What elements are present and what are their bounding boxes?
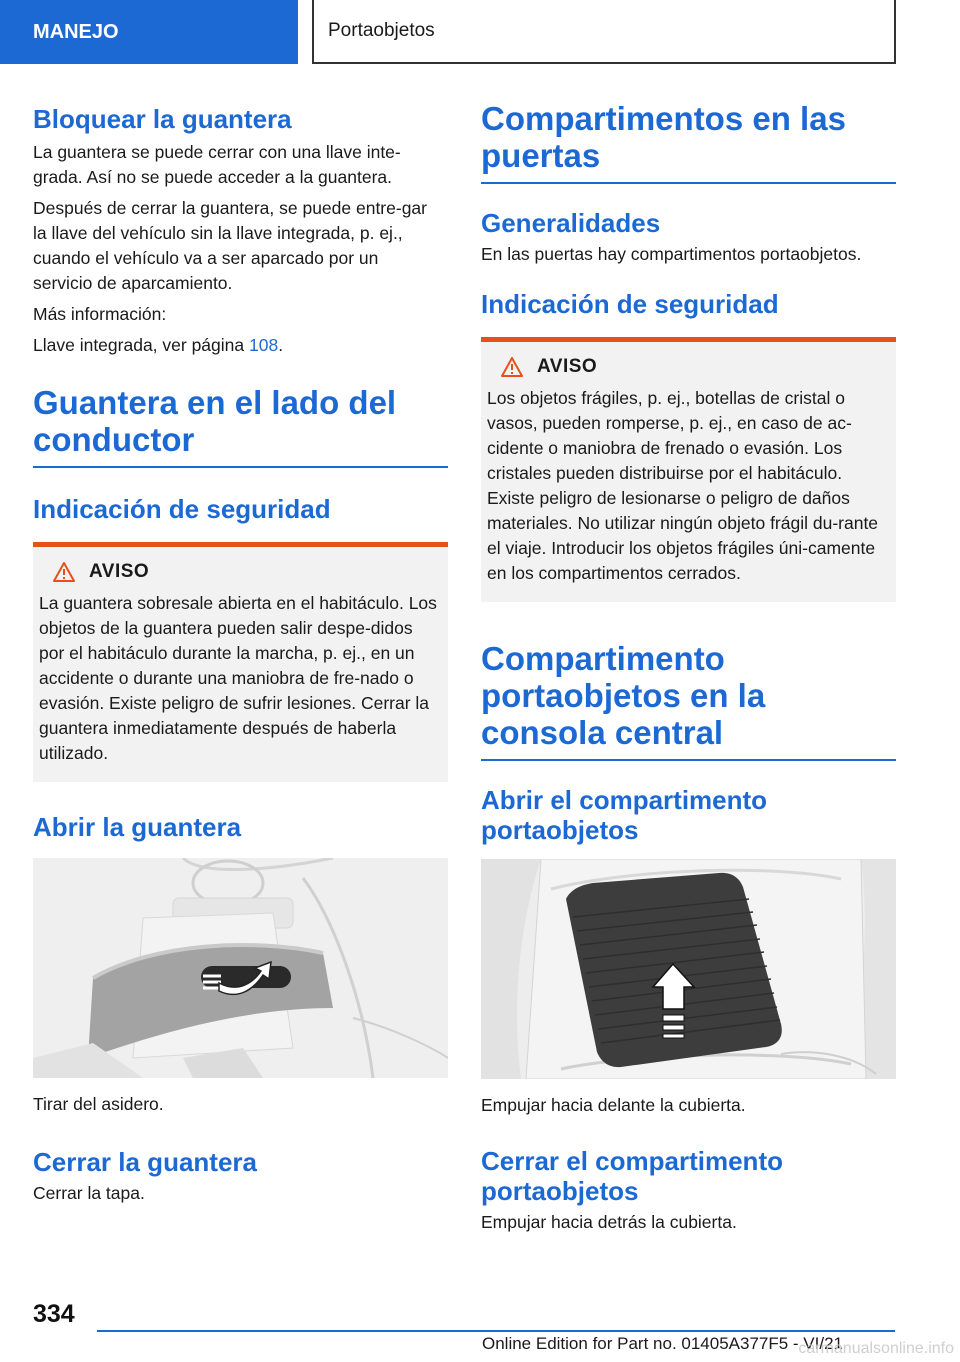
edition-footer: Online Edition for Part no. 01405A377F5 - VI/21 [482,1334,844,1353]
general-text: En las puertas hay compartimentos portaobjetos. [481,244,862,264]
left-column [33,100,448,1206]
console-compartment-heading: Compartimento portaobjetos en la consola central [481,640,896,761]
open-compartment-heading: Abrir el compartimento portaobjetos [481,785,768,845]
open-compartment-caption: Empujar hacia delante la cubierta. [481,1095,746,1115]
section-title: Portaobjetos [328,20,435,41]
watermark: carmanualsonline.info [798,1340,954,1357]
right-warning-title: AVISO [537,356,598,377]
right-warning-box [481,337,896,602]
warning-triangle-icon [501,357,523,377]
lock-paragraph-1: La guantera se puede cerrar con una llave inte-grada. Así no se puede acceder a la guantera. [33,142,401,187]
door-compartments-heading: Compartimentos en las puertas [481,100,896,184]
chapter-tab [0,0,298,64]
page-108-link[interactable]: 108 [248,335,279,355]
section-header [312,0,896,64]
more-info-label: Más información: [33,304,167,324]
key-reference-end: . [278,335,284,355]
close-compartment-heading: Cerrar el compartimento portaobjetos [481,1146,783,1206]
general-heading: Generalidades [481,208,661,238]
page-number: 334 [33,1300,75,1328]
glovebox-illustration [33,858,448,1078]
key-reference-text: Llave integrada, ver página [33,335,249,355]
close-glovebox-text: Cerrar la tapa. [33,1183,145,1203]
left-warning-box [33,542,448,782]
footer-divider [97,1330,895,1332]
close-glovebox-heading: Cerrar la guantera [33,1147,257,1177]
left-warning-header [39,561,442,583]
left-warning-text: La guantera sobresale abierta en el habitáculo. Los objetos de la guantera pueden salir despe-didos por el habitáculo durante la marcha, p. ej., en un accidente o durante una maniobra de fre-nado o evasión. Existe peligro de sufrir lesiones. Cerrar la guantera inmediatamente después de haberla utilizado. [39,593,437,763]
right-safety-heading: Indicación de seguridad [481,289,779,319]
driver-glovebox-heading: Guantera en el lado del conductor [33,384,448,468]
key-reference [33,333,448,358]
open-glovebox-heading: Abrir la guantera [33,812,242,842]
left-warning-title: AVISO [89,561,150,582]
close-compartment-text: Empujar hacia detrás la cubierta. [481,1212,737,1232]
left-safety-heading: Indicación de seguridad [33,494,331,524]
right-warning-header [487,356,890,378]
lock-glovebox-heading: Bloquear la guantera [33,104,292,134]
lock-paragraph-2: Después de cerrar la guantera, se puede entre-gar la llave del vehículo sin la llave integrada, p. ej., cuando el vehículo va a ser aparcado por un servicio de aparcamiento. [33,198,427,293]
console-compartment-illustration [481,859,896,1079]
right-warning-text: Los objetos frágiles, p. ej., botellas de cristal o vasos, pueden romperse, p. ej., en caso de ac-cidente o maniobra de frenado o evasión. Los cristales pueden distribuirse por el habitáculo. Existe peligro de lesionarse o peligro de daños materiales. No utilizar ningún objeto frágil du-rante el viaje. Introducir los objetos frágiles úni-camente en los compartimentos cerrados. [487,388,879,583]
right-column [481,100,896,1235]
chapter-title: MANEJO [33,20,119,43]
open-glovebox-caption: Tirar del asidero. [33,1094,164,1114]
warning-triangle-icon [53,562,75,582]
